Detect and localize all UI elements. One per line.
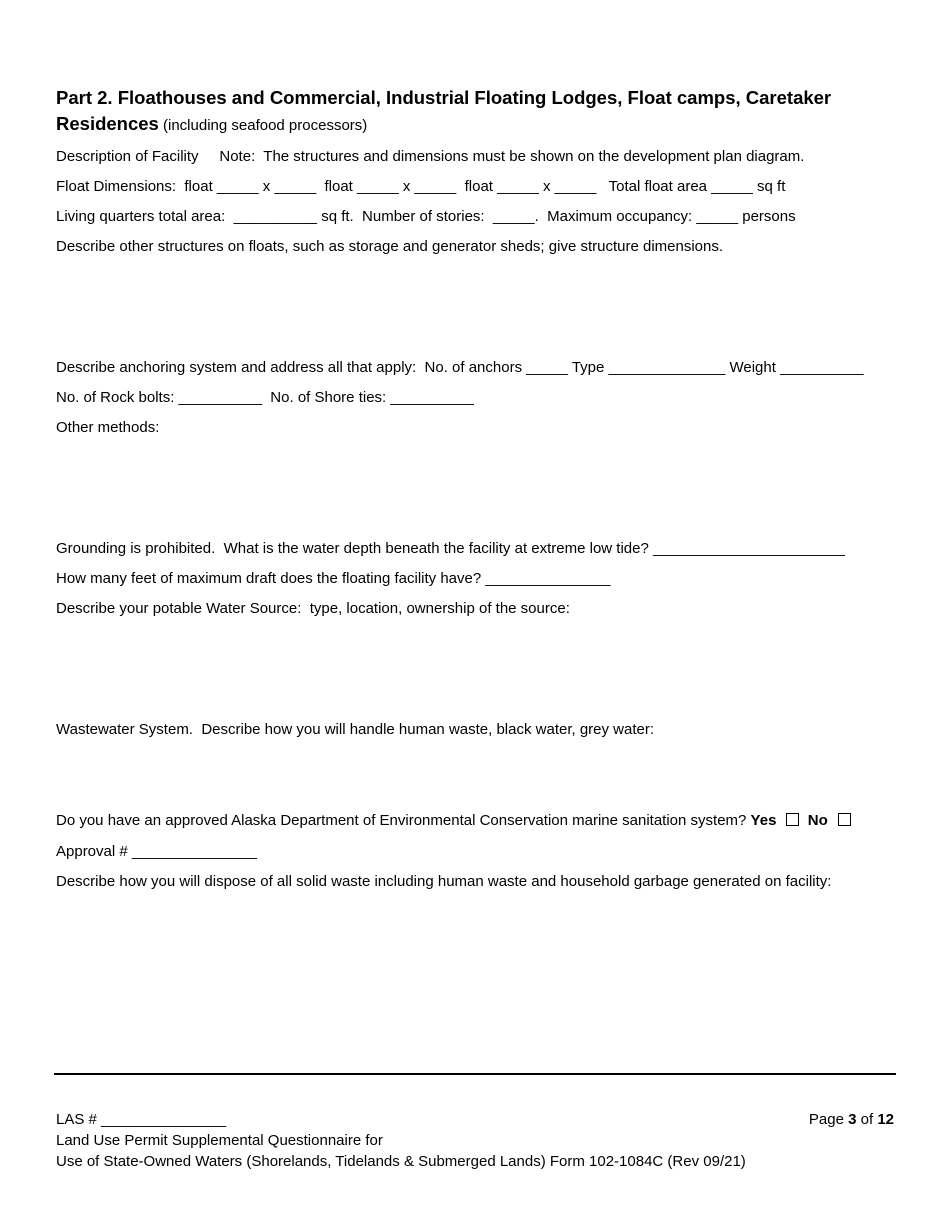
yes-checkbox[interactable] xyxy=(786,813,799,826)
approval-number-line[interactable]: Approval # _______________ xyxy=(56,843,258,860)
facility-description-line: Description of Facility Note: The structures and dimensions must be shown on the development plan diagram. xyxy=(56,148,805,165)
section-title-note: (including seafood processors) xyxy=(158,117,368,134)
no-label: No xyxy=(807,812,828,829)
solid-waste-prompt: Describe how you will dispose of all solid waste including human waste and household garbage generated on facility: xyxy=(56,873,832,890)
footer-divider xyxy=(54,1073,896,1075)
living-quarters-line[interactable]: Living quarters total area: __________ sq ft. Number of stories: _____. Maximum occupancy: _____ persons xyxy=(56,208,796,225)
other-methods-prompt: Other methods: xyxy=(56,419,160,436)
page-number xyxy=(809,1110,894,1130)
sanitation-question xyxy=(56,811,851,831)
wastewater-prompt: Wastewater System. Describe how you will handle human waste, black water, grey water: xyxy=(56,721,655,738)
potable-water-prompt: Describe your potable Water Source: type, location, ownership of the source: xyxy=(56,600,570,617)
anchoring-line[interactable]: Describe anchoring system and address all that apply: No. of anchors _____ Type ______________ Weight __________ xyxy=(56,359,864,376)
page-current: 3 xyxy=(848,1111,857,1128)
grounding-line[interactable]: Grounding is prohibited. What is the water depth beneath the facility at extreme low tide? _______________________ xyxy=(56,540,845,557)
other-structures-prompt: Describe other structures on floats, such as storage and generator sheds; give structure dimensions. xyxy=(56,238,724,255)
page-prefix: Page xyxy=(808,1111,849,1128)
float-dimensions-line[interactable]: Float Dimensions: float _____ x _____ float _____ x _____ float _____ x _____ Total float area _____ sq ft xyxy=(56,178,786,195)
sanitation-question-text: Do you have an approved Alaska Department of Environmental Conservation marine sanitation system? xyxy=(56,812,751,829)
section-title-line1: Part 2. Floathouses and Commercial, Industrial Floating Lodges, Float camps, Caretaker xyxy=(56,87,832,108)
yes-label: Yes xyxy=(750,812,777,829)
max-draft-line[interactable]: How many feet of maximum draft does the floating facility have? _______________ xyxy=(56,570,611,587)
form-title-line2: Use of State-Owned Waters (Shorelands, Tidelands & Submerged Lands) Form 102-1084C (Rev 09/21) xyxy=(56,1153,746,1170)
section-title-residences: Residences xyxy=(56,113,159,134)
no-checkbox[interactable] xyxy=(838,813,851,826)
page-of: of xyxy=(856,1111,878,1128)
form-title-line1: Land Use Permit Supplemental Questionnaire for xyxy=(56,1132,383,1149)
rock-bolts-line[interactable]: No. of Rock bolts: __________ No. of Shore ties: __________ xyxy=(56,389,474,406)
page-total: 12 xyxy=(877,1111,894,1128)
section-title-line2 xyxy=(56,112,367,138)
las-number-line[interactable]: LAS # _______________ xyxy=(56,1111,227,1128)
